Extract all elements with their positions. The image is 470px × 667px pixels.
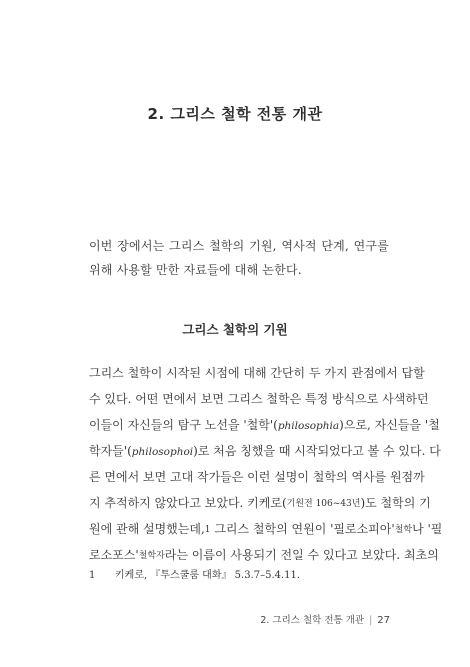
body-line [89,386,429,412]
term-philosophia: philosophia [277,420,340,432]
footnote-ref: 1 [204,525,211,535]
body-text: 른 면에서 보면 고대 작가들은 이런 설명이 철학의 역사를 원점까 [89,470,425,484]
body-line [89,438,441,464]
body-text: 이들이 자신들의 탐구 노선을 '철학'( [89,418,278,432]
footnote-text: 키케로, 『투스쿨룸 대화』 5.3.7–5.4.11. [115,570,301,581]
body-line [89,490,431,516]
date-note: 기원전 106~43년 [286,499,361,509]
gloss-note: 철학자 [138,551,165,561]
chapter-title: 2. 그리스 철학 전통 개관 [147,105,323,123]
body-line [89,464,425,490]
body-line [89,542,439,568]
body-text: 그리스 철학이 시작된 시점에 대해 간단히 두 가지 관점에서 답할 [89,366,425,380]
body-text: 라는 이름이 사용되기 전일 수 있다고 보았다. 최초의 [164,548,439,562]
body-line [89,412,440,438]
footnote [89,566,389,581]
body-line [89,516,443,542]
body-text: 지 추적하지 않았다고 보았다. 키케로( [89,496,287,510]
footer-chapter-title: 2. 그리스 철학 전통 개관 [260,615,365,626]
body-text: 수 있다. 어떤 면에서 보면 그리스 철학은 특정 방식으로 사색하던 [89,392,429,406]
section-title: 그리스 철학의 기원 [182,322,288,337]
body-text: 그리스 철학의 연원이 '필로소피아' [210,522,395,536]
intro-paragraph: 이번 장에서는 그리스 철학의 기원, 역사적 단계, 연구를 위해 사용할 만한 자료들에 대해 논한다. [89,239,389,277]
body-text: 로소포스' [89,548,139,562]
body-text: 원에 관해 설명했는데, [89,522,205,536]
footer-separator: | [369,615,373,626]
body-text: )으로, 자신들을 '철 [339,418,440,432]
body-line [89,360,425,386]
body-text: )로 처음 칭했을 때 시작되었다고 볼 수 있다. 다 [193,444,441,458]
term-philosophoi: philosophoi [131,446,194,458]
gloss-note: 철학 [394,525,413,535]
body-text: )도 철학의 기 [360,496,431,510]
body-text: 나 '필 [412,522,443,536]
body-paragraph [89,360,443,568]
footnote-number: 1 [89,570,96,581]
running-footer [260,612,390,626]
page-number: 27 [377,615,390,626]
body-text: 학자들'( [89,444,132,458]
